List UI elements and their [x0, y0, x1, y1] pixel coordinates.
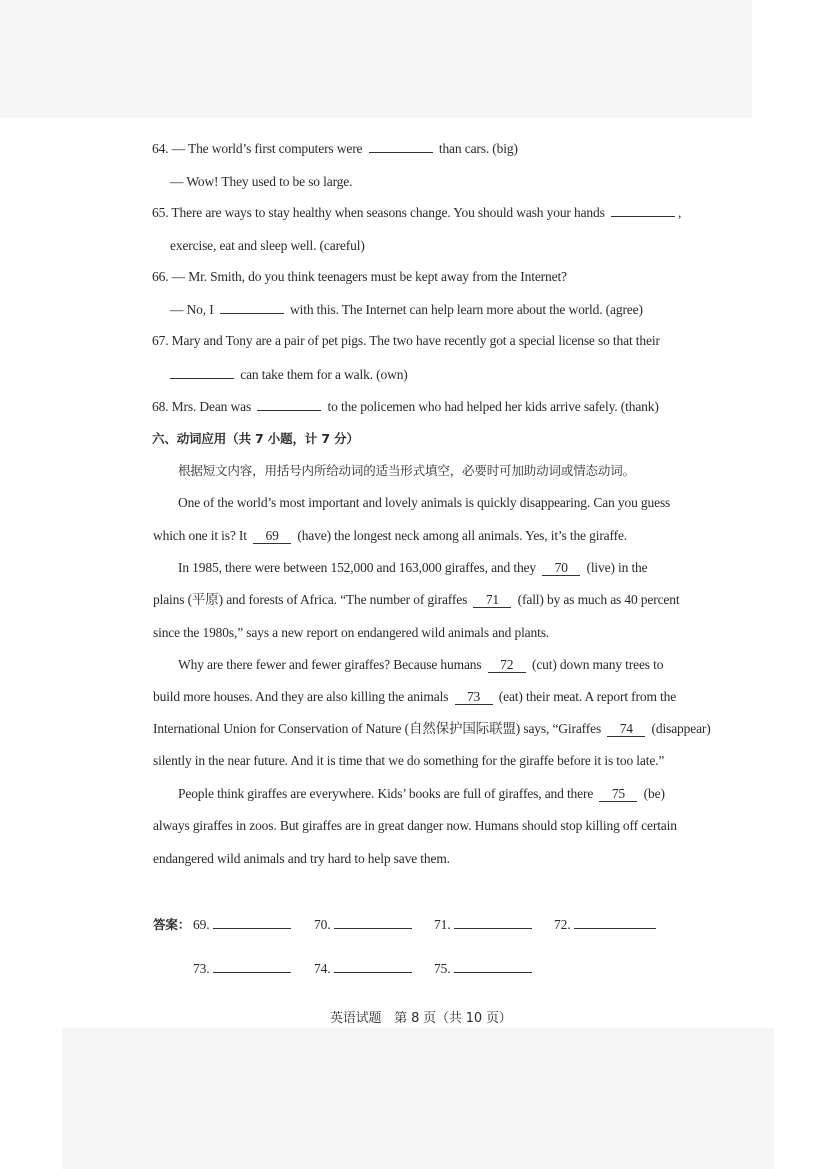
- section-instruction: 根据短文内容，用括号内所给动词的适当形式填空，必要时可加助动词或情态动词。: [178, 463, 635, 478]
- answer-slot-72: 72.: [554, 916, 656, 934]
- passage-line: silently in the near future. And it is time that we do something for the giraffe before it is too late.”: [153, 753, 665, 768]
- answer-blank-70[interactable]: 70: [542, 561, 580, 576]
- passage-line: which one it is? It 69 (have) the longest neck among all animals. Yes, it’s the giraffe.: [153, 528, 628, 543]
- question-64-line-2: — Wow! They used to be so large.: [170, 174, 353, 189]
- question-66-line-1: 66. — Mr. Smith, do you think teenagers must be kept away from the Internet?: [152, 269, 567, 284]
- answer-slot-70: 70.: [314, 916, 412, 934]
- page-footer: 英语试题 第 8 页（共 10 页）: [330, 1011, 512, 1026]
- passage-line: build more houses. And they are also killing the animals 73 (eat) their meat. A report from the: [153, 689, 677, 704]
- question-64-line-1: 64. — The world’s first computers were than cars. (big): [152, 141, 518, 156]
- answer-blank-64[interactable]: [369, 140, 433, 153]
- answer-blank-71[interactable]: 71: [473, 593, 511, 608]
- answer-blank-65[interactable]: [611, 204, 675, 217]
- answer-slot-73: 73.: [193, 960, 291, 978]
- answer-blank-74[interactable]: 74: [607, 722, 645, 737]
- answer-input-73[interactable]: [213, 960, 291, 973]
- answer-blank-66[interactable]: [220, 301, 284, 314]
- answer-input-71[interactable]: [454, 916, 532, 929]
- answer-input-72[interactable]: [574, 916, 656, 929]
- scan-margin-top: [0, 0, 752, 118]
- passage-line: One of the world’s most important and lovely animals is quickly disappearing. Can you guess: [178, 495, 671, 510]
- answer-slot-75: 75.: [434, 960, 532, 978]
- answer-slot-69: 69.: [193, 916, 291, 934]
- passage-line: since the 1980s,” says a new report on endangered wild animals and plants.: [153, 625, 550, 640]
- answer-label: 答案：: [153, 917, 191, 932]
- answer-blank-67[interactable]: [170, 366, 234, 379]
- answer-row-1: [153, 916, 190, 934]
- passage-line: In 1985, there were between 152,000 and 163,000 giraffes, and they 70 (live) in the: [178, 560, 648, 575]
- passage-line: endangered wild animals and try hard to help save them.: [153, 851, 450, 866]
- answer-blank-73[interactable]: 73: [455, 690, 493, 705]
- answer-blank-68[interactable]: [257, 398, 321, 411]
- answer-input-74[interactable]: [334, 960, 412, 973]
- passage-line: People think giraffes are everywhere. Kids’ books are full of giraffes, and there 75 (be): [178, 786, 665, 801]
- answer-input-70[interactable]: [334, 916, 412, 929]
- answer-blank-75[interactable]: 75: [599, 787, 637, 802]
- answer-slot-71: 71.: [434, 916, 532, 934]
- answer-blank-69[interactable]: 69: [253, 529, 291, 544]
- question-65-line-1: 65. There are ways to stay healthy when seasons change. You should wash your hands ,: [152, 205, 682, 220]
- passage-line: plains (平原) and forests of Africa. “The number of giraffes 71 (fall) by as much as 40 percent: [153, 592, 680, 607]
- answer-input-75[interactable]: [454, 960, 532, 973]
- question-65-line-2: exercise, eat and sleep well. (careful): [170, 238, 365, 253]
- question-68: 68. Mrs. Dean was to the policemen who had helped her kids arrive safely. (thank): [152, 399, 659, 414]
- passage-line: Why are there fewer and fewer giraffes? Because humans 72 (cut) down many trees to: [178, 657, 664, 672]
- question-66-line-2: — No, I with this. The Internet can help learn more about the world. (agree): [170, 302, 643, 317]
- answer-input-69[interactable]: [213, 916, 291, 929]
- passage-line: always giraffes in zoos. But giraffes are in great danger now. Humans should stop killing off certain: [153, 818, 677, 833]
- question-67-line-2: can take them for a walk. (own): [170, 366, 408, 384]
- question-67-line-1: 67. Mary and Tony are a pair of pet pigs. The two have recently got a special license so that their: [152, 333, 660, 348]
- answer-slot-74: 74.: [314, 960, 412, 978]
- scan-margin-bottom: [62, 1028, 774, 1169]
- answer-blank-72[interactable]: 72: [488, 658, 526, 673]
- section-title: 六、动词应用（共 7 小题，计 7 分）: [152, 431, 359, 446]
- passage-line: International Union for Conservation of Nature (自然保护国际联盟) says, “Giraffes 74 (disappear): [153, 721, 711, 736]
